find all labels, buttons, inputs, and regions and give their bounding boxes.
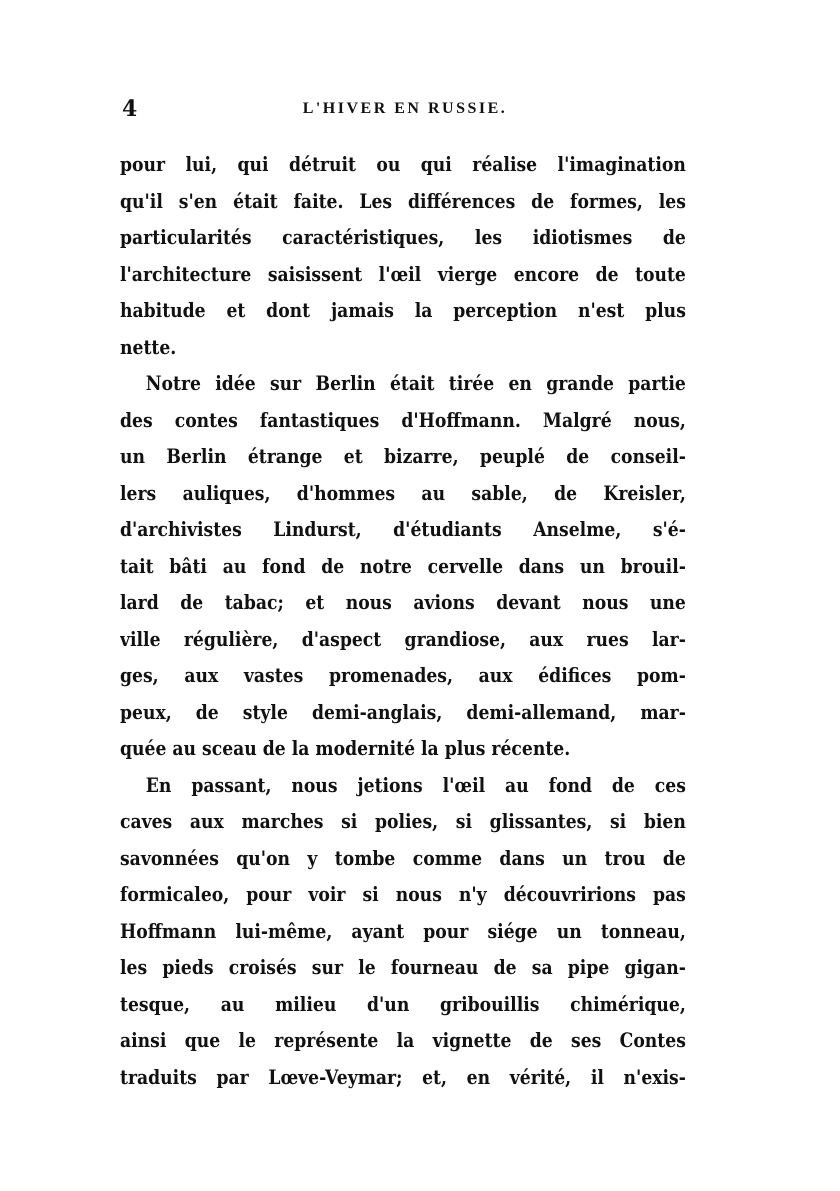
text-line: les pieds croisés sur le fourneau de sa pipe gigan- xyxy=(120,955,686,979)
text-line: tait bâti au fond de notre cervelle dans un brouil- xyxy=(120,553,686,578)
text-line: peux, de style demi-anglais, demi-allemand, mar- xyxy=(120,699,686,724)
page-number: 4 xyxy=(122,96,138,122)
text-line: ges, aux vastes promenades, aux édifices pom- xyxy=(120,663,686,687)
text-line: ainsi que le représente la vignette de ses Contes xyxy=(120,1028,686,1052)
text-line: Notre idée sur Berlin était tirée en grande partie xyxy=(145,371,686,395)
text-line: traduits par Lœve-Veymar; et, en vérité, il n'exis- xyxy=(120,1064,686,1089)
text-line: nette. xyxy=(120,334,177,359)
text-line: formicaleo, pour voir si nous n'y découvririons pas xyxy=(120,882,686,906)
text-line: tesque, au milieu d'un gribouillis chimérique, xyxy=(120,991,686,1016)
text-line: qu'il s'en était faite. Les différences de formes, les xyxy=(120,188,686,213)
text-line: l'architecture saisissent l'œil vierge encore de toute xyxy=(120,261,686,286)
text-line: En passant, nous jetions l'œil au fond de ces xyxy=(145,772,686,797)
text-line: savonnées qu'on y tombe comme dans un trou de xyxy=(120,845,686,870)
text-line: particularités caractéristiques, les idiotismes de xyxy=(120,225,686,249)
text-line: des contes fantastiques d'Hoffmann. Malgré nous, xyxy=(120,407,686,432)
text-line: lers auliques, d'hommes au sable, de Kreisler, xyxy=(120,480,686,505)
text-line: quée au sceau de la modernité la plus récente. xyxy=(120,736,571,760)
text-line: pour lui, qui détruit ou qui réalise l'imagination xyxy=(120,152,686,176)
page-header xyxy=(122,96,688,126)
body-text xyxy=(120,146,686,1095)
text-line: d'archivistes Lindurst, d'étudiants Anselme, s'é- xyxy=(120,517,686,541)
text-line: Hoffmann lui-même, ayant pour siége un tonneau, xyxy=(120,918,686,943)
running-title: L'HIVER EN RUSSIE. xyxy=(302,100,508,117)
text-line: un Berlin étrange et bizarre, peuplé de conseil- xyxy=(120,444,686,468)
text-line: lard de tabac; et nous avions devant nous une xyxy=(120,590,686,614)
text-line: habitude et dont jamais la perception n'est plus xyxy=(120,298,686,322)
text-line: caves aux marches si polies, si glissantes, si bien xyxy=(120,809,686,833)
text-line: ville régulière, d'aspect grandiose, aux rues lar- xyxy=(120,626,686,651)
